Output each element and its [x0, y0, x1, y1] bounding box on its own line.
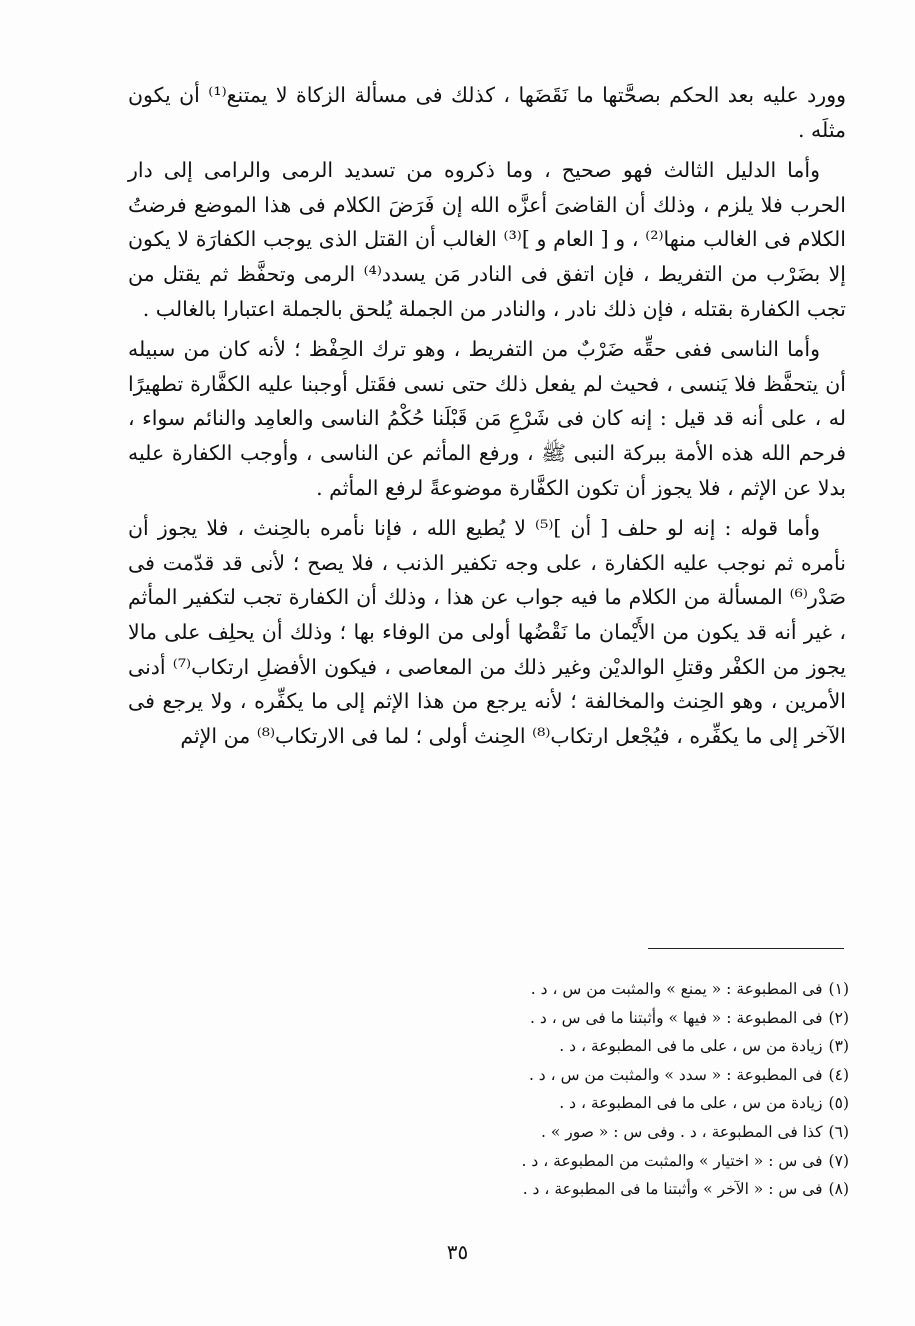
page-number: ٣٥ [446, 1240, 469, 1264]
footnote-text: فى س : « اختيار » والمثبت من المطبوعة ، د . [521, 1151, 823, 1170]
paragraph-4: وأما قوله : إنه لو حلف [ أن ]⁽⁵⁾ لا يُطيع الله ، فإنا نأمره بالحِنث ، فلا يجوز أن نأمره ثم نوجب عليه الكفارة ، على وجه تكفير الذنب ، فلا يصح ؛ لأنى قد قدّمت فى صَدْر⁽⁶⁾ المسألة من الكلام ما فيه جواب عن هذا ، وذلك أن الكفارة تجب لتكفير المأثم ، غير أنه قد يكون من الأَيْمان ما نَقْضُها أولى من الوفاء بها ؛ وذلك أن يحلِف على مالا يجوز من الكفْر وقتلِ الوالديْن وغير ذلك من المعاصى ، فيكون الأفضلِ ارتكاب⁽⁷⁾ أدنى الأمرين ، وهو الحِنث والمخالفة ؛ لأنه يرجع من هذا الإثم إلى ما يكفِّره ، ولا يرجع فى الآخر إلى ما يكفِّره ، فيُجْعل ارتكاب⁽⁸⁾ الحِنث أولى ؛ لما فى الارتكاب⁽⁸⁾ من الإثم [128, 516, 846, 748]
paragraph-3: وأما الناسى ففى حقِّه ضَرْبٌ من التفريط ، وهو ترك الحِفْظ ؛ لأنه كان من سبيله أن يتحفَّظ فلا يَنسى ، فحيث لم يفعل ذلك حتى نسى فقَتل أوجبنا عليه الكفَّارة تطهيرًا له ، على أنه قد قيل : إنه كان فى شَرْعِ مَن قَبْلَنا حُكْمُ الناسى والعامِد والنائم سواء ، فرحم الله هذه الأمة ببركة النبى ﷺ ، ورفع المأثم عن الناسى ، وأوجب الكفارة عليه بدلا عن الإثم ، فلا يجوز أن تكون الكفَّارة موضوعةً لرفع المأثم . [128, 337, 846, 500]
footnote-4 [289, 1061, 849, 1090]
paragraph-1: وورد عليه بعد الحكم بصحَّتها ما نَقَضَها ، كذلك فى مسألة الزكاة لا يمتنع⁽¹⁾ أن يكون مثلَه . [128, 83, 846, 142]
paragraph-2: وأما الدليل الثالث فهو صحيح ، وما ذكروه من تسديد الرمى والرامى إلى دار الحرب فلا يلزم ، وذلك أن القاضىَ أعزَّه الله إن فَرَضَ الكلام فى هذا الموضع فرضتُ الكلام فى الغالب منها⁽²⁾ ، و [ العام و ]⁽³⁾ الغالب أن القتل الذى يوجب الكفارَة لا يكون إلا بضَرْب من التفريط ، فإن اتفق فى النادر مَن يسدد⁽⁴⁾ الرمى وتحفَّظ ثم يقتل من تجب الكفارة بقتله ، فإن ذلك نادر ، والنادر من الجملة يُلحق بالجملة اعتبارا بالغالب . [128, 158, 846, 321]
footnote-2 [289, 1004, 849, 1033]
footnote-text: فى س : « الآخر » وأثبتنا ما فى المطبوعة ، د . [522, 1180, 823, 1199]
footnote-text: فى المطبوعة : « يمنع » والمثبت من س ، د . [530, 980, 823, 998]
main-text [128, 78, 846, 759]
footnote-5 [289, 1089, 849, 1118]
footnote-number: (٤) [828, 1065, 849, 1084]
footnote-number: (٢) [828, 1008, 849, 1027]
footnote-text: فى المطبوعة : « سدد » والمثبت من س ، د . [528, 1065, 823, 1084]
footnote-text: كذا فى المطبوعة ، د . وفى س : « صور » . [540, 1122, 823, 1141]
footnote-number: (٨) [828, 1180, 849, 1199]
footnote-1 [289, 975, 849, 1004]
footnote-text: زيادة من س ، على ما فى المطبوعة ، د . [559, 1094, 823, 1113]
footnote-7 [289, 1147, 849, 1176]
footnote-divider [648, 948, 844, 949]
footnote-number: (٣) [828, 1037, 849, 1056]
footnote-number: (١) [828, 980, 849, 998]
footnote-8 [289, 1175, 849, 1204]
footnote-number: (٥) [828, 1094, 849, 1113]
footnote-number: (٧) [828, 1151, 849, 1170]
footnote-3 [289, 1032, 849, 1061]
footnotes [289, 975, 849, 1204]
footnote-number: (٦) [828, 1122, 849, 1141]
footnote-text: فى المطبوعة : « فيها » وأثبتنا ما فى س ، د . [530, 1008, 823, 1027]
footnote-6 [289, 1118, 849, 1147]
footnote-text: زيادة من س ، على ما فى المطبوعة ، د . [559, 1037, 823, 1056]
